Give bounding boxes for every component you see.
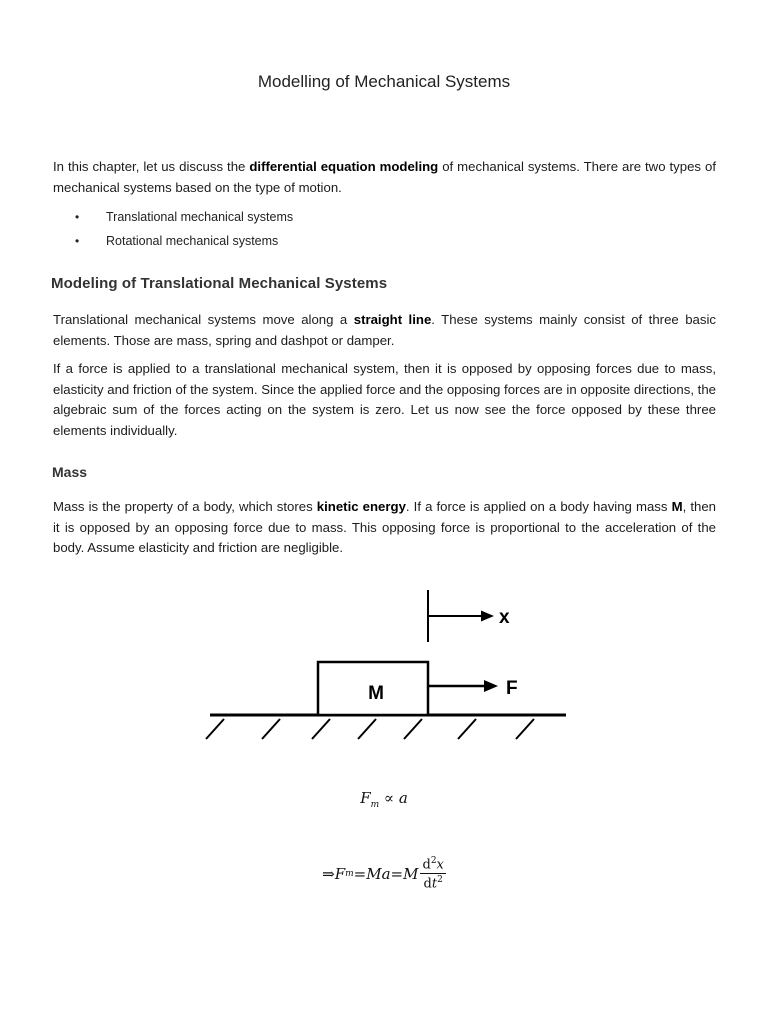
page-title: Modelling of Mechanical Systems [257,72,511,91]
force-label: F [506,678,518,699]
straight-line-emphasis: straight line [353,312,432,327]
displacement-arrow-icon [481,611,494,622]
mass-diagram [200,585,570,745]
displacement-label: x [499,607,510,628]
bullet-icon: • [75,210,80,224]
system-types-list [53,205,653,253]
force-arrow-icon [484,680,498,692]
proportionality-equation: $F_m \propto a$ [360,789,408,810]
mass-label: M [368,683,384,704]
second-derivative-fraction: $\frac{d^2x}{dt^2}$ [422,856,444,892]
mass-symbol-emphasis: M [671,499,683,514]
kinetic-energy-emphasis: kinetic energy [316,499,406,514]
section-heading: Modeling of Translational Mechanical Systems [51,275,388,292]
mass-heading: Mass [52,464,88,480]
intro-paragraph: In this chapter, let us discuss the differential equation modeling of mechanical systems. There are two types of mechanical systems based on the type of motion. [53,159,716,195]
bullet-icon: • [75,234,80,248]
translational-paragraph-1: Translational mechanical systems move along a straight line. These systems mainly consist of three basic elements. Those are mass, spring and dashpot or damper. [53,312,716,348]
ground-hatching [206,719,534,739]
translational-paragraph-2: If a force is applied to a translational mechanical system, then it is opposed by opposing forces due to mass, elasticity and friction of the system. Since the applied force and the opposing forces are in opposite directions, the algebraic sum of the forces acting on the system is zero. Let us now see the force opposed by these three elements individually. [53,361,716,438]
list-item: • Rotational mechanical systems [53,229,653,253]
force-equation: ⇒ F m = Ma = M $\frac{d^2x}{dt^2}$ [322,856,444,892]
mass-paragraph: Mass is the property of a body, which stores kinetic energy. If a force is applied on a body having mass M, then it is opposed by an opposing force due to mass. This opposing force is proportional to the acceleration of the body. Assume elasticity and friction are negligible. [53,499,716,555]
list-item: • Translational mechanical systems [53,205,653,229]
intro-emphasis: differential equation modeling [249,159,439,174]
